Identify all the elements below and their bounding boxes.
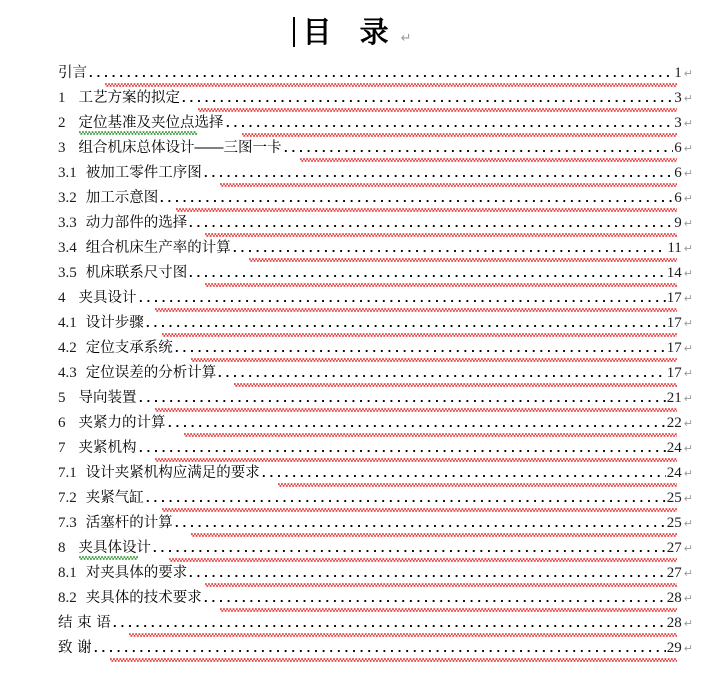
leader-dots: [187, 214, 673, 233]
toc-entry-page-number: 1: [674, 65, 682, 81]
toc-entry-label: 设计步骤: [85, 315, 144, 331]
pilcrow-mark: ↵: [683, 167, 693, 180]
leader-dots: [158, 189, 673, 208]
leader-dots: [216, 364, 666, 383]
proofing-marks: [58, 158, 693, 163]
proofing-marks: [58, 583, 693, 588]
toc-entry-label: 致 谢: [58, 640, 92, 656]
leader-dots: [87, 64, 673, 83]
toc-entry-page-number: 6: [674, 140, 682, 156]
toc-entry[interactable]: [58, 139, 693, 164]
toc-entry-page-number: 24: [666, 440, 682, 456]
toc-entry-page-number: 6: [674, 190, 682, 206]
spelling-error-underline: [205, 233, 677, 237]
pilcrow-mark: ↵: [683, 267, 693, 280]
spelling-error-underline: [155, 458, 678, 462]
toc-entry-page-number: 21: [666, 390, 682, 406]
pilcrow-mark: ↵: [683, 242, 693, 255]
pilcrow-mark: ↵: [683, 292, 693, 305]
toc-entry-page-number: 17: [666, 315, 682, 331]
toc-entry[interactable]: [58, 189, 693, 214]
proofing-marks: [58, 608, 693, 613]
toc-entry-number: 3.3: [58, 215, 77, 231]
toc-entry-label: 被加工零件工序图: [85, 165, 202, 181]
toc-entry[interactable]: [58, 264, 693, 289]
leader-dots: [180, 89, 673, 108]
proofing-marks: [58, 408, 693, 413]
proofing-marks: [58, 483, 693, 488]
toc-entry-page-number: 17: [666, 365, 682, 381]
toc-entry-label: 工艺方案的拟定: [78, 90, 180, 106]
pilcrow-mark: ↵: [683, 192, 693, 205]
pilcrow-mark: ↵: [683, 592, 693, 605]
leader-dots: [231, 239, 667, 258]
toc-entry-number: 8.2: [58, 590, 77, 606]
proofing-marks: [58, 533, 693, 538]
spelling-error-underline: [278, 483, 677, 487]
toc-entry[interactable]: [58, 114, 693, 139]
pilcrow-mark: ↵: [683, 567, 693, 580]
toc-entry-label: 定位基准及夹位点选择: [78, 115, 224, 131]
pilcrow-mark: ↵: [683, 92, 693, 105]
toc-entry[interactable]: [58, 239, 693, 264]
toc-entry-label: 机床联系尺寸图: [85, 265, 188, 281]
proofing-marks: [58, 133, 693, 138]
leader-dots: [166, 414, 666, 433]
toc-entry-number: 2: [58, 115, 66, 131]
toc-entry[interactable]: [58, 339, 693, 364]
toc-entry-page-number: 3: [674, 90, 682, 106]
toc-entry-page-number: 27: [666, 540, 682, 556]
toc-entry[interactable]: [58, 364, 693, 389]
toc-entry[interactable]: [58, 564, 693, 589]
toc-entry-number: 3.1: [58, 165, 77, 181]
pilcrow-mark: ↵: [683, 417, 693, 430]
spelling-error-underline: [242, 133, 678, 137]
toc-entry-label: 夹紧气缸: [85, 490, 144, 506]
toc-entry-page-number: 9: [674, 215, 682, 231]
toc-entry[interactable]: [58, 389, 693, 414]
leader-dots: [202, 589, 666, 608]
page-title: [0, 8, 705, 56]
leader-dots: [144, 489, 666, 508]
toc-entry-label: 夹具体设计: [78, 540, 151, 556]
toc-entry-number: 7.2: [58, 490, 77, 506]
pilcrow-mark: ↵: [683, 317, 693, 330]
proofing-marks: [58, 333, 693, 338]
leader-dots: [144, 314, 666, 333]
pilcrow-mark: ↵: [683, 342, 693, 355]
leader-dots: [202, 164, 674, 183]
spelling-error-underline: [155, 308, 678, 312]
toc-entry-number: 3: [58, 140, 66, 156]
leader-dots: [224, 114, 674, 133]
spelling-error-underline: [198, 108, 677, 112]
spelling-error-underline: [129, 633, 677, 637]
pilcrow-mark: ↵: [683, 217, 693, 230]
leader-dots: [187, 564, 666, 583]
toc-entry-label: 夹具体的技术要求: [85, 590, 202, 606]
leader-dots: [137, 439, 666, 458]
spelling-error-underline: [110, 658, 677, 662]
spelling-error-underline: [249, 258, 677, 262]
leader-dots: [173, 514, 666, 533]
toc-entry-label: 定位支承系统: [85, 340, 173, 356]
leader-dots: [260, 464, 666, 483]
toc-entry-page-number: 25: [666, 490, 682, 506]
proofing-marks: [58, 508, 693, 513]
proofing-marks: [58, 108, 693, 113]
toc-entry[interactable]: [58, 439, 693, 464]
leader-dots: [111, 614, 666, 633]
pilcrow-mark: ↵: [683, 617, 693, 630]
spelling-error-underline: [220, 608, 677, 612]
table-of-contents: [58, 64, 693, 664]
proofing-marks: [58, 233, 693, 238]
toc-entry[interactable]: [58, 214, 693, 239]
toc-entry-number: 3.5: [58, 265, 77, 281]
spelling-error-underline: [205, 583, 677, 587]
pilcrow-mark: ↵: [683, 117, 693, 130]
toc-entry-page-number: 14: [666, 265, 682, 281]
grammar-error-underline: [79, 131, 198, 135]
proofing-marks: [58, 633, 693, 638]
toc-entry-page-number: 17: [666, 290, 682, 306]
leader-dots: [92, 639, 666, 658]
proofing-marks: [58, 458, 693, 463]
page-title-text: 目 录: [302, 14, 398, 49]
pilcrow-mark: ↵: [683, 392, 693, 405]
toc-entry-page-number: 28: [666, 590, 682, 606]
toc-entry[interactable]: [58, 314, 693, 339]
toc-entry-label: 夹具设计: [78, 290, 137, 306]
pilcrow-mark: ↵: [683, 517, 693, 530]
pilcrow-mark: ↵: [683, 542, 693, 555]
toc-entry-label: 导向装置: [78, 390, 137, 406]
spelling-error-underline: [105, 83, 677, 87]
toc-entry-number: 3.4: [58, 240, 77, 256]
leader-dots: [151, 539, 666, 558]
toc-entry-page-number: 6: [674, 165, 682, 181]
spelling-error-underline: [162, 508, 677, 512]
toc-entry-number: 4: [58, 290, 66, 306]
proofing-marks: [58, 283, 693, 288]
spelling-error-underline: [155, 408, 678, 412]
proofing-marks: [58, 83, 693, 88]
toc-entry[interactable]: [58, 464, 693, 489]
toc-entry-page-number: 3: [674, 115, 682, 131]
spelling-error-underline: [300, 158, 678, 162]
grammar-error-underline: [79, 556, 138, 560]
toc-entry[interactable]: [58, 514, 693, 539]
spelling-error-underline: [191, 358, 677, 362]
toc-entry-page-number: 22: [666, 415, 682, 431]
toc-entry-page-number: 25: [666, 515, 682, 531]
toc-entry-number: 8: [58, 540, 66, 556]
toc-entry-label: 结 束 语: [58, 615, 111, 631]
proofing-marks: [58, 383, 693, 388]
pilcrow-mark: ↵: [683, 67, 693, 80]
toc-entry-page-number: 24: [666, 465, 682, 481]
toc-entry-label: 动力部件的选择: [85, 215, 188, 231]
proofing-marks: [58, 558, 693, 563]
spelling-error-underline: [205, 283, 677, 287]
toc-entry[interactable]: [58, 164, 693, 189]
toc-entry-number: 8.1: [58, 565, 77, 581]
toc-entry[interactable]: [58, 539, 693, 564]
toc-entry-page-number: 11: [667, 240, 682, 256]
pilcrow-mark: ↵: [683, 492, 693, 505]
toc-entry-number: 7.3: [58, 515, 77, 531]
toc-entry-label: 设计夹紧机构应满足的要求: [85, 465, 260, 481]
toc-entry[interactable]: [58, 64, 693, 89]
toc-entry-page-number: 29: [666, 640, 682, 656]
toc-entry-label: 定位误差的分析计算: [85, 365, 217, 381]
toc-entry[interactable]: [58, 639, 693, 664]
toc-entry-label: 加工示意图: [85, 190, 159, 206]
toc-entry-page-number: 17: [666, 340, 682, 356]
toc-entry-number: 7.1: [58, 465, 77, 481]
toc-entry-number: 4.3: [58, 365, 77, 381]
spelling-error-underline: [162, 333, 677, 337]
leader-dots: [137, 389, 666, 408]
toc-entry-label: 引言: [58, 65, 87, 81]
toc-entry-number: 7: [58, 440, 66, 456]
toc-entry-label: 对夹具体的要求: [85, 565, 188, 581]
leader-dots: [187, 264, 666, 283]
toc-entry[interactable]: [58, 589, 693, 614]
toc-entry-number: 1: [58, 90, 66, 106]
toc-entry-label: 活塞杆的计算: [85, 515, 173, 531]
toc-entry-number: 6: [58, 415, 66, 431]
leader-dots: [173, 339, 666, 358]
toc-entry-label: 夹紧机构: [78, 440, 137, 456]
toc-entry[interactable]: [58, 614, 693, 639]
toc-entry[interactable]: [58, 89, 693, 114]
toc-entry[interactable]: [58, 289, 693, 314]
spelling-error-underline: [234, 383, 677, 387]
proofing-marks: [58, 208, 693, 213]
toc-entry[interactable]: [58, 489, 693, 514]
spelling-error-underline: [176, 208, 677, 212]
pilcrow-mark: ↵: [683, 442, 693, 455]
proofing-marks: [58, 258, 693, 263]
toc-entry-number: 5: [58, 390, 66, 406]
toc-entry-number: 4.2: [58, 340, 77, 356]
proofing-marks: [58, 433, 693, 438]
toc-entry-label: 组合机床总体设计――三图一卡: [78, 140, 282, 156]
pilcrow-mark: ↵: [683, 142, 693, 155]
leader-dots: [282, 139, 674, 158]
toc-entry-page-number: 27: [666, 565, 682, 581]
leader-dots: [137, 289, 666, 308]
proofing-marks: [58, 358, 693, 363]
toc-entry-label: 组合机床生产率的计算: [85, 240, 231, 256]
proofing-marks: [58, 308, 693, 313]
pilcrow-mark: ↵: [400, 31, 412, 46]
spelling-error-underline: [191, 533, 677, 537]
toc-entry-number: 3.2: [58, 190, 77, 206]
spelling-error-underline: [169, 558, 677, 562]
text-caret: [293, 17, 295, 47]
toc-entry-page-number: 28: [666, 615, 682, 631]
toc-entry-number: 4.1: [58, 315, 77, 331]
toc-entry-label: 夹紧力的计算: [78, 415, 166, 431]
pilcrow-mark: ↵: [683, 467, 693, 480]
pilcrow-mark: ↵: [683, 642, 693, 655]
spelling-error-underline: [184, 433, 678, 437]
toc-entry[interactable]: [58, 414, 693, 439]
pilcrow-mark: ↵: [683, 367, 693, 380]
spelling-error-underline: [220, 183, 677, 187]
proofing-marks: [58, 658, 693, 663]
proofing-marks: [58, 183, 693, 188]
